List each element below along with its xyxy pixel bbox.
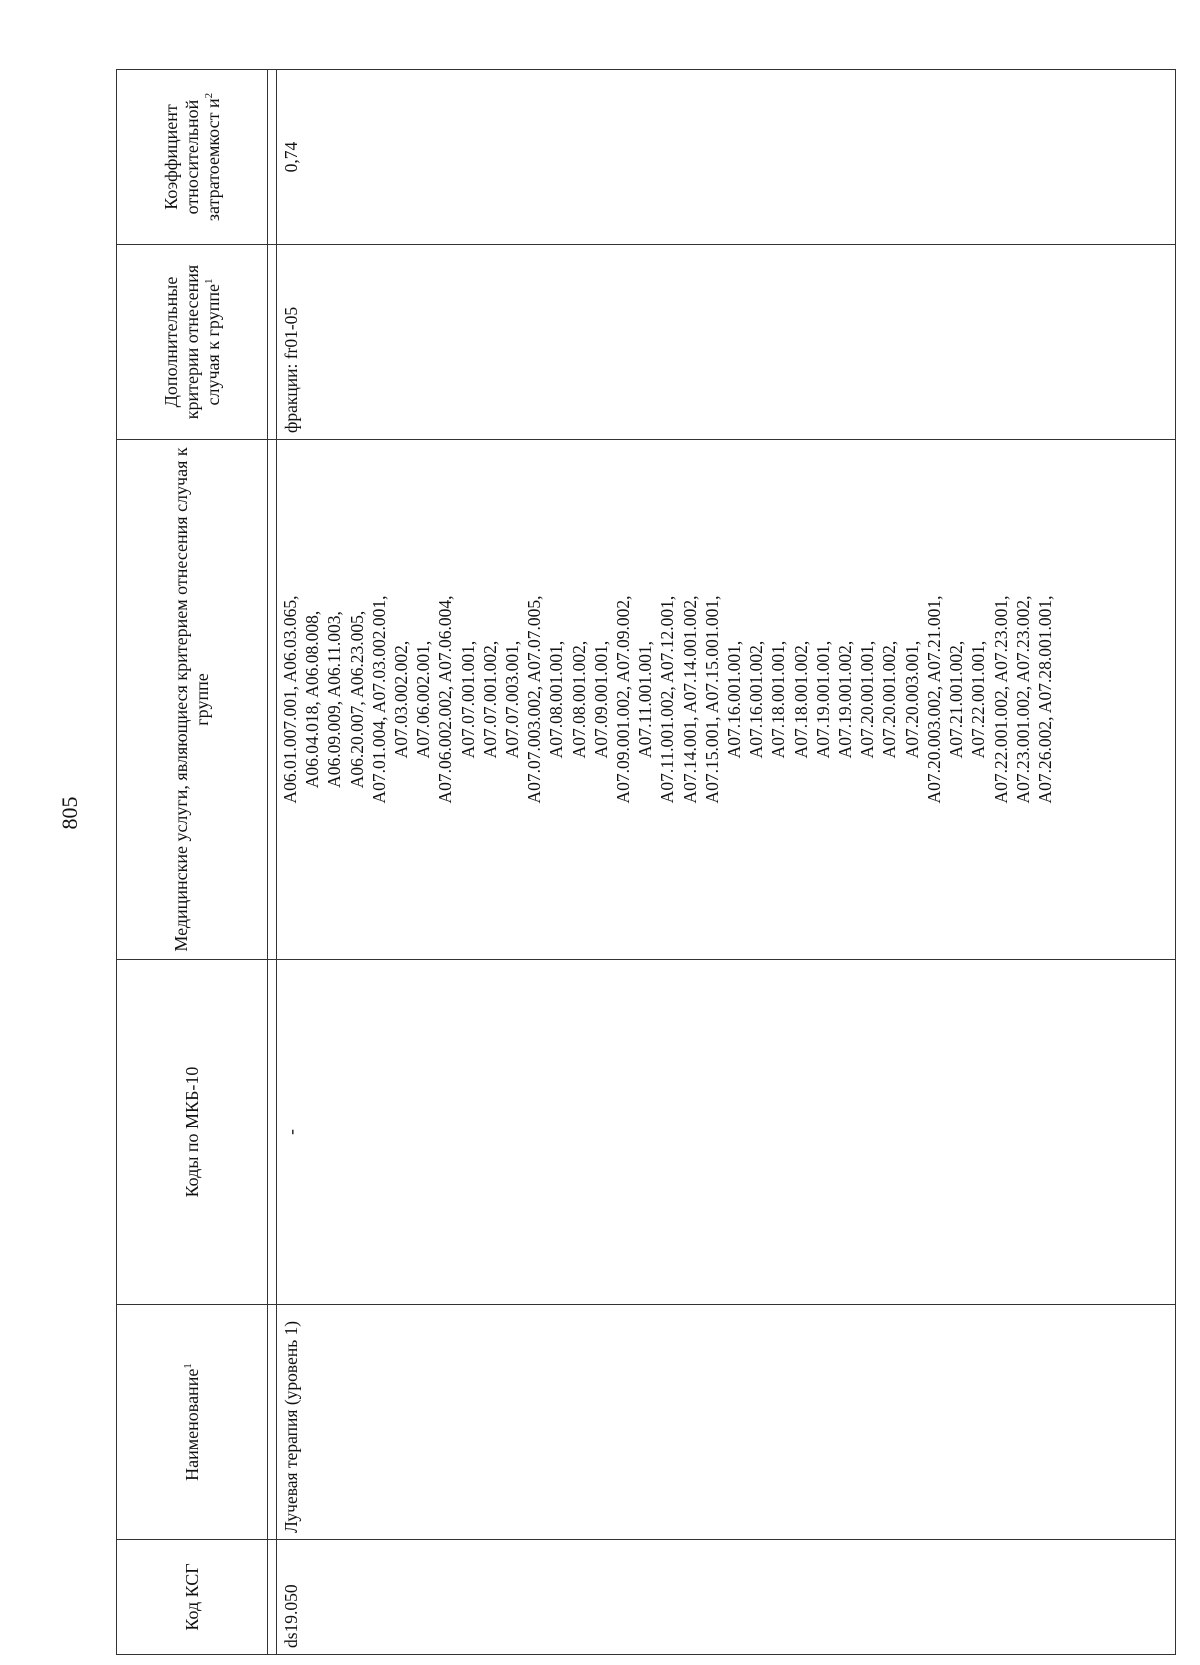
service-code-line: A06.04.018, A06.08.008, <box>302 610 323 789</box>
service-code-line: A07.07.003.002, A07.07.005, <box>524 595 545 804</box>
service-code-line: A07.20.001.002, <box>879 640 900 759</box>
service-code-line: A07.15.001, A07.15.001.001, <box>701 595 722 804</box>
header-mkb: Коды по МКБ-10 <box>117 960 268 1305</box>
service-code-line: A07.07.001.001, <box>457 640 478 759</box>
row-code: ds19.050 <box>277 1540 1176 1655</box>
service-code-line: A07.23.001.002, A07.23.002, <box>1012 595 1033 804</box>
service-code-line: A06.20.007, A06.23.005, <box>346 610 367 789</box>
service-code-line: A07.01.004, A07.03.002.001, <box>368 595 389 804</box>
header-name: Наименование$^1$ <box>117 1305 268 1540</box>
service-code-line: A07.22.001.001, <box>968 640 989 759</box>
service-code-line: A07.20.003.001, <box>901 640 922 759</box>
service-code-line: A07.08.001.002, <box>568 640 589 759</box>
rotated-table-wrapper <box>116 70 1176 1655</box>
header-code: Код КСГ <box>117 1540 268 1655</box>
service-code-line: A07.08.001.001, <box>546 640 567 759</box>
row-services <box>277 440 1176 960</box>
service-code-line: A07.16.001.002, <box>746 640 767 759</box>
service-code-line: A07.06.002.002, A07.06.004, <box>435 595 456 804</box>
service-code-line: A07.09.001.001, <box>590 640 611 759</box>
service-code-line: A07.19.001.001, <box>812 640 833 759</box>
service-code-line: A07.07.001.002, <box>479 640 500 759</box>
service-code-line: A07.20.001.001, <box>857 640 878 759</box>
page-number: 805 <box>57 796 82 830</box>
header-coef: Коэффициент относительной затратоемкост $и^2$ <box>117 70 268 245</box>
service-code-line: A07.03.002.002, <box>391 640 412 759</box>
header-services: Медицинские услуги, являющиеся критерием отнесения случая к группе <box>117 440 268 960</box>
ksg-table <box>116 69 1176 1655</box>
service-code-line: A07.18.001.002, <box>790 640 811 759</box>
header-row <box>117 70 268 1655</box>
service-code-line: A07.19.001.002, <box>835 640 856 759</box>
service-code-line: A07.06.002.001, <box>413 640 434 759</box>
service-code-line: A07.09.001.002, A07.09.002, <box>613 595 634 804</box>
row-name: Лучевая терапия (уровень 1) <box>277 1305 1176 1540</box>
row-coef: 0,74 <box>277 70 1176 245</box>
service-code-line: A07.20.003.002, A07.21.001, <box>923 595 944 804</box>
service-code-line: A07.07.003.001, <box>502 640 523 759</box>
header-criteria: Дополнительные критерии отнесения случая к группе$^1$ <box>117 245 268 440</box>
row-criteria: фракции: fr01-05 <box>277 245 1176 440</box>
service-code-line: A07.11.001.002, A07.12.001, <box>657 595 678 804</box>
service-code-line: A06.09.009, A06.11.003, <box>324 611 345 788</box>
service-code-line: A07.21.001.002, <box>946 640 967 759</box>
row-mkb: - <box>277 960 1176 1305</box>
table-row <box>277 70 1176 1655</box>
service-code-line: A07.11.001.001, <box>635 641 656 758</box>
service-code-line: A07.16.001.001, <box>724 640 745 759</box>
service-code-line: A07.22.001.002, A07.23.001, <box>990 595 1011 804</box>
service-code-line: A07.26.002, A07.28.001.001, <box>1034 595 1055 804</box>
service-code-line: A06.01.007.001, A06.03.065, <box>280 595 300 804</box>
service-code-line: A07.14.001, A07.14.001.002, <box>679 595 700 804</box>
service-code-line: A07.18.001.001, <box>768 640 789 759</box>
header-spacer-row <box>268 70 277 1655</box>
